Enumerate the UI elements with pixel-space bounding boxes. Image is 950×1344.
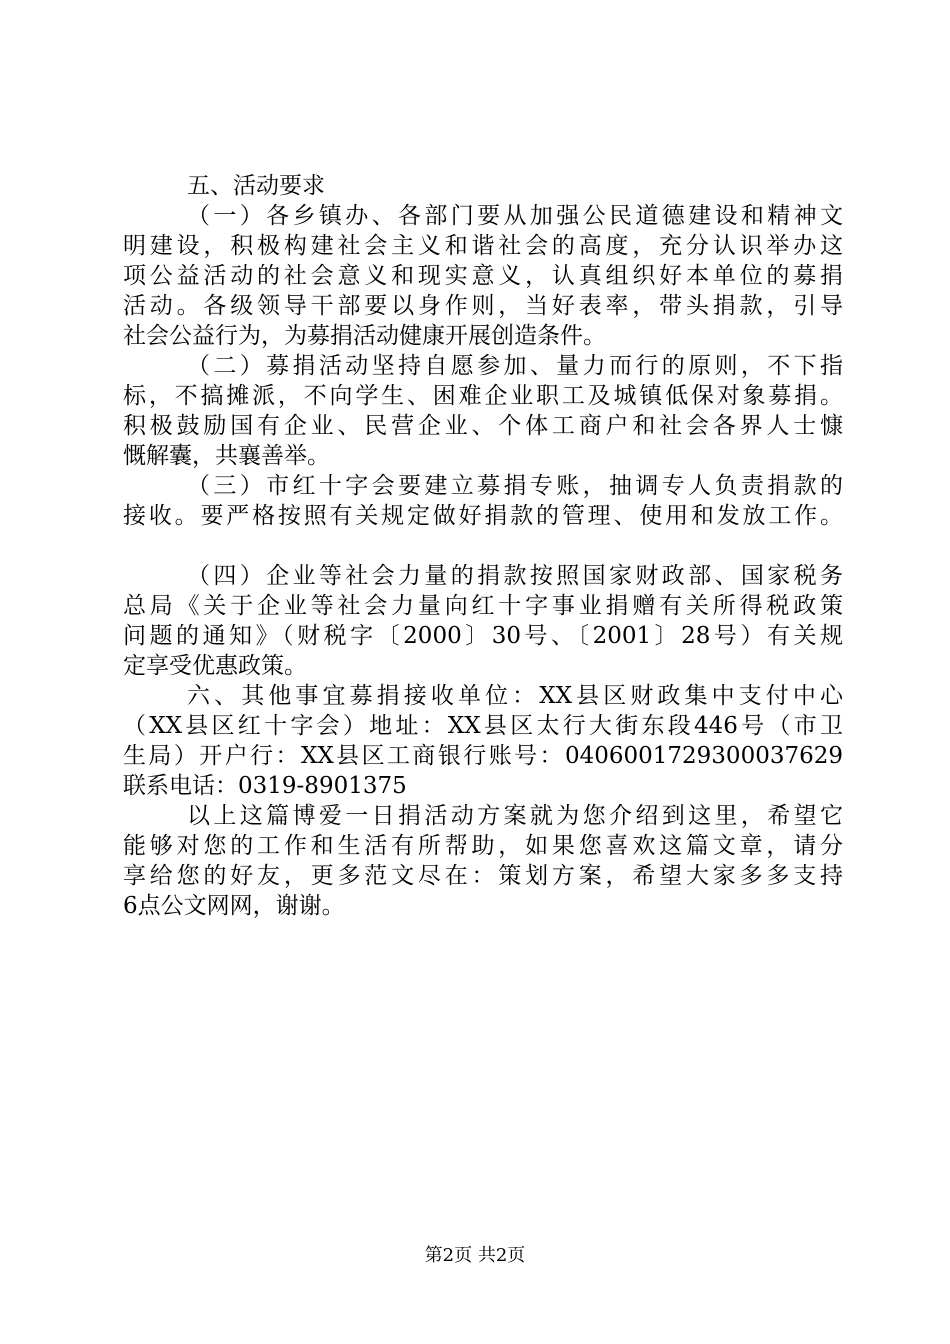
paragraph-line: 以上这篇博爱一日捐活动方案就为您介绍到这里，希望它: [187, 803, 843, 829]
paragraph-line: 能够对您的工作和生活有所帮助，如果您喜欢这篇文章，请分: [123, 833, 843, 859]
paragraph-line: 明建设，积极构建社会主义和谐社会的高度，充分认识举办这: [123, 233, 843, 259]
section-heading-other-matters: 六、其他事宜募捐接收单位：XX县区财政集中支付中心: [187, 683, 843, 709]
paragraph-line: 6点公文网网，谢谢。: [123, 893, 345, 919]
paragraph-line: 总局《关于企业等社会力量向红十字事业捐赠有关所得税政策: [123, 593, 843, 619]
paragraph-line: （XX县区红十字会）地址：XX县区太行大街东段446号（市卫: [123, 713, 843, 739]
paragraph-line: 定享受优惠政策。: [123, 653, 307, 679]
blank-line: [123, 531, 843, 561]
paragraph-line: （一）各乡镇办、各部门要从加强公民道德建设和精神文: [187, 203, 843, 229]
section-heading-activity-requirements: 五、活动要求: [187, 173, 325, 199]
paragraph-line: 问题的通知》（财税字〔2000〕30号、〔2001〕28号）有关规: [123, 623, 843, 649]
paragraph-line: 享给您的好友，更多范文尽在：策划方案，希望大家多多支持: [123, 863, 843, 889]
paragraph-line: 社会公益行为，为募捐活动健康开展创造条件。: [123, 323, 606, 349]
paragraph-line: 慨解囊，共襄善举。: [123, 443, 330, 469]
page-number-footer: 第2页 共2页: [424, 1245, 526, 1266]
paragraph-line: 联系电话：0319-8901375: [123, 773, 407, 799]
paragraph-line: （三）市红十字会要建立募捐专账，抽调专人负责捐款的: [187, 473, 843, 499]
paragraph-line: （二）募捐活动坚持自愿参加、量力而行的原则，不下指: [187, 353, 843, 379]
paragraph-line: 生局）开户行：XX县区工商银行账号：0406001729300037629: [123, 743, 843, 769]
paragraph-line: （四）企业等社会力量的捐款按照国家财政部、国家税务: [187, 563, 843, 589]
paragraph-line: 活动。各级领导干部要以身作则，当好表率，带头捐款，引导: [123, 293, 843, 319]
paragraph-line: 标，不搞摊派，不向学生、困难企业职工及城镇低保对象募捐。: [123, 383, 843, 409]
paragraph-line: 项公益活动的社会意义和现实意义，认真组织好本单位的募捐: [123, 263, 843, 289]
paragraph-line: 积极鼓励国有企业、民营企业、个体工商户和社会各界人士慷: [123, 413, 843, 439]
paragraph-line: 接收。要严格按照有关规定做好捐款的管理、使用和发放工作。: [123, 503, 843, 529]
document-body: [123, 171, 843, 921]
